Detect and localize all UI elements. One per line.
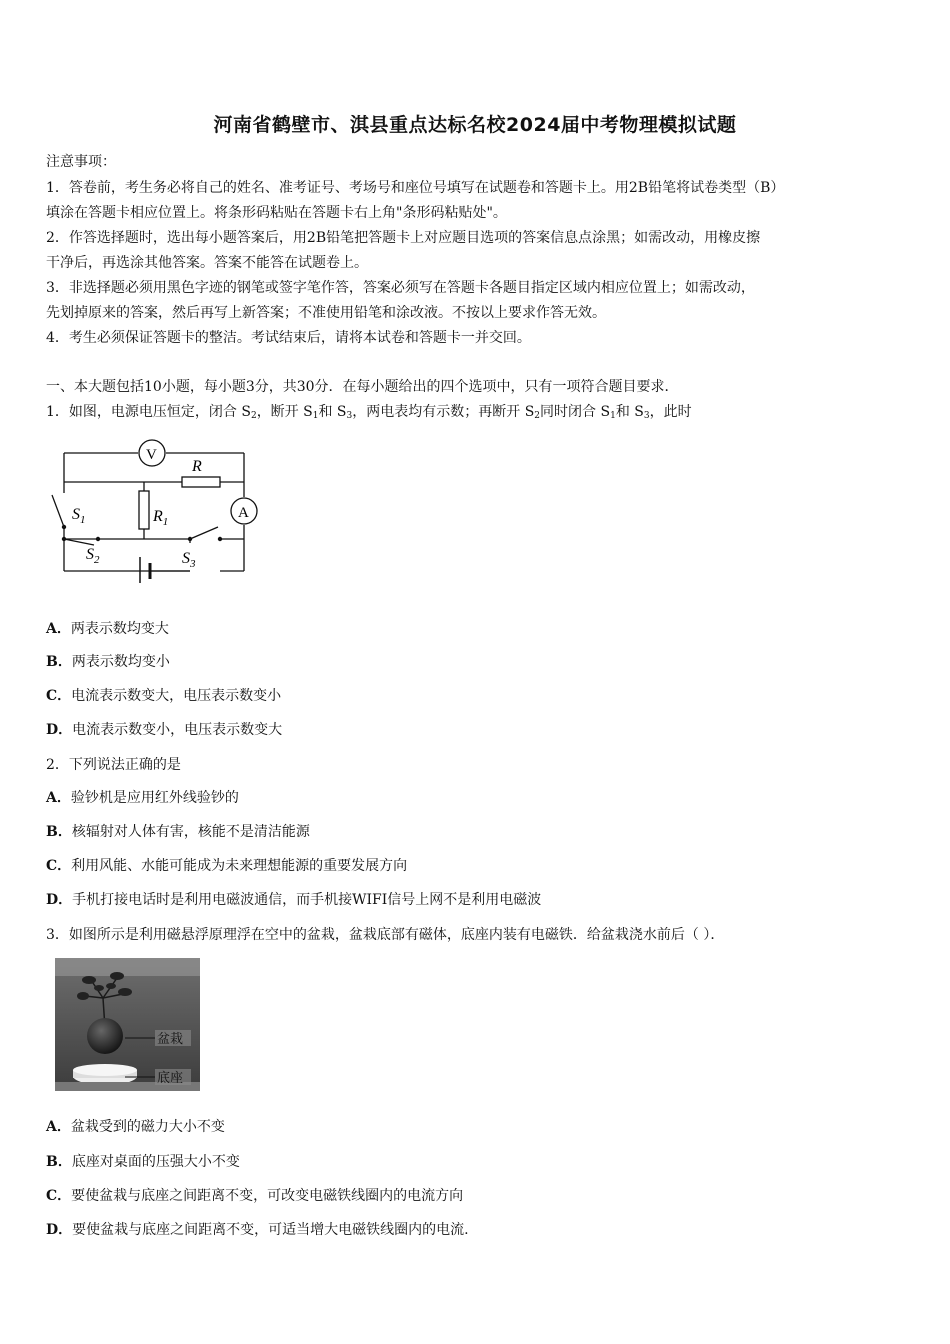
resistor-r-label: R [192, 458, 202, 475]
q3-option-c[interactable]: C．要使盆栽与底座之间距离不变，可改变电磁铁线圈内的电流方向 [46, 1188, 464, 1204]
question-1-stem: 1．如图，电源电压恒定，闭合 $S_2$，断开 $S_1$和 $S_3$，两电表均有示数；再断开 $S_2$同时闭合 $S_1$和 $S_3$，此时 [46, 404, 692, 421]
q2-option-a[interactable]: A．验钞机是应用红外线验钞的 [46, 790, 239, 806]
switch-s2-label: $S_2$ [86, 546, 100, 566]
maglev-plant-photo [55, 958, 200, 1091]
q1-option-a[interactable]: A．两表示数均变大 [46, 621, 169, 637]
circuit-diagram [40, 435, 270, 585]
photo-label-pot: 盆栽 [157, 1031, 184, 1046]
notice-line-2: 填涂在答题卡相应位置上。将条形码粘贴在答题卡右上角"条形码粘贴处"。 [46, 205, 507, 221]
notice-line-7: 4．考生必须保证答题卡的整洁。考试结束后，请将本试卷和答题卡一并交回。 [46, 330, 531, 346]
q3-option-d[interactable]: D．要使盆栽与底座之间距离不变，可适当增大电磁铁线圈内的电流. [46, 1222, 469, 1238]
q3-option-b[interactable]: B．底座对桌面的压强大小不变 [46, 1154, 240, 1170]
q2-option-b[interactable]: B．核辐射对人体有害，核能不是清洁能源 [46, 824, 310, 840]
q3-option-a[interactable]: A．盆栽受到的磁力大小不变 [46, 1119, 225, 1135]
question-2-stem: 2．下列说法正确的是 [46, 757, 181, 773]
voltmeter-label: V [146, 447, 157, 463]
q2-option-d[interactable]: D．手机打接电话时是利用电磁波通信，而手机接WIFI信号上网不是利用电磁波 [46, 892, 542, 908]
question-3-stem: 3．如图所示是利用磁悬浮原理浮在空中的盆栽，盆栽底部有磁体，底座内装有电磁铁．给盆栽浇水前后（ ）． [46, 927, 725, 943]
resistor-r [182, 477, 220, 487]
section-heading: 一、本大题包括10小题，每小题3分，共30分．在每小题给出的四个选项中，只有一项符合题目要求． [46, 379, 679, 395]
photo-label-base: 底座 [157, 1070, 184, 1085]
notice-line-1: 1．答卷前，考生务必将自己的姓名、准考证号、考场号和座位号填写在试题卷和答题卡上。用2B铅笔将试卷类型（B） [46, 180, 785, 196]
notice-line-4: 干净后，再选涂其他答案。答案不能答在试题卷上。 [46, 255, 368, 271]
notice-line-5: 3．非选择题必须用黑色字迹的钢笔或签字笔作答，答案必须写在答题卡各题目指定区域内相应位置上；如需改动， [46, 280, 755, 296]
q2-option-c[interactable]: C．利用风能、水能可能成为未来理想能源的重要发展方向 [46, 858, 408, 874]
q1-option-d[interactable]: D．电流表示数变小，电压表示数变大 [46, 722, 283, 738]
ammeter-label: A [238, 505, 249, 521]
resistor-r1-label: $R_1$ [153, 508, 169, 528]
notice-line-6: 先划掉原来的答案，然后再写上新答案；不准使用铅笔和涂改液。不按以上要求作答无效。 [46, 305, 606, 321]
q1-option-b[interactable]: B．两表示数均变小 [46, 654, 170, 670]
resistor-r1 [139, 491, 149, 529]
switch-s3-label: $S_3$ [182, 550, 196, 570]
notice-line-3: 2．作答选择题时，选出每小题答案后，用2B铅笔把答题卡上对应题目选项的答案信息点涂黑；如需改动，用橡皮擦 [46, 230, 761, 246]
q1-option-c[interactable]: C．电流表示数变大，电压表示数变小 [46, 688, 282, 704]
switch-s1-label: $S_1$ [72, 506, 86, 526]
notice-heading: 注意事项： [46, 154, 116, 170]
page-title: 河南省鹤壁市、淇县重点达标名校2024届中考物理模拟试题 [213, 114, 737, 136]
